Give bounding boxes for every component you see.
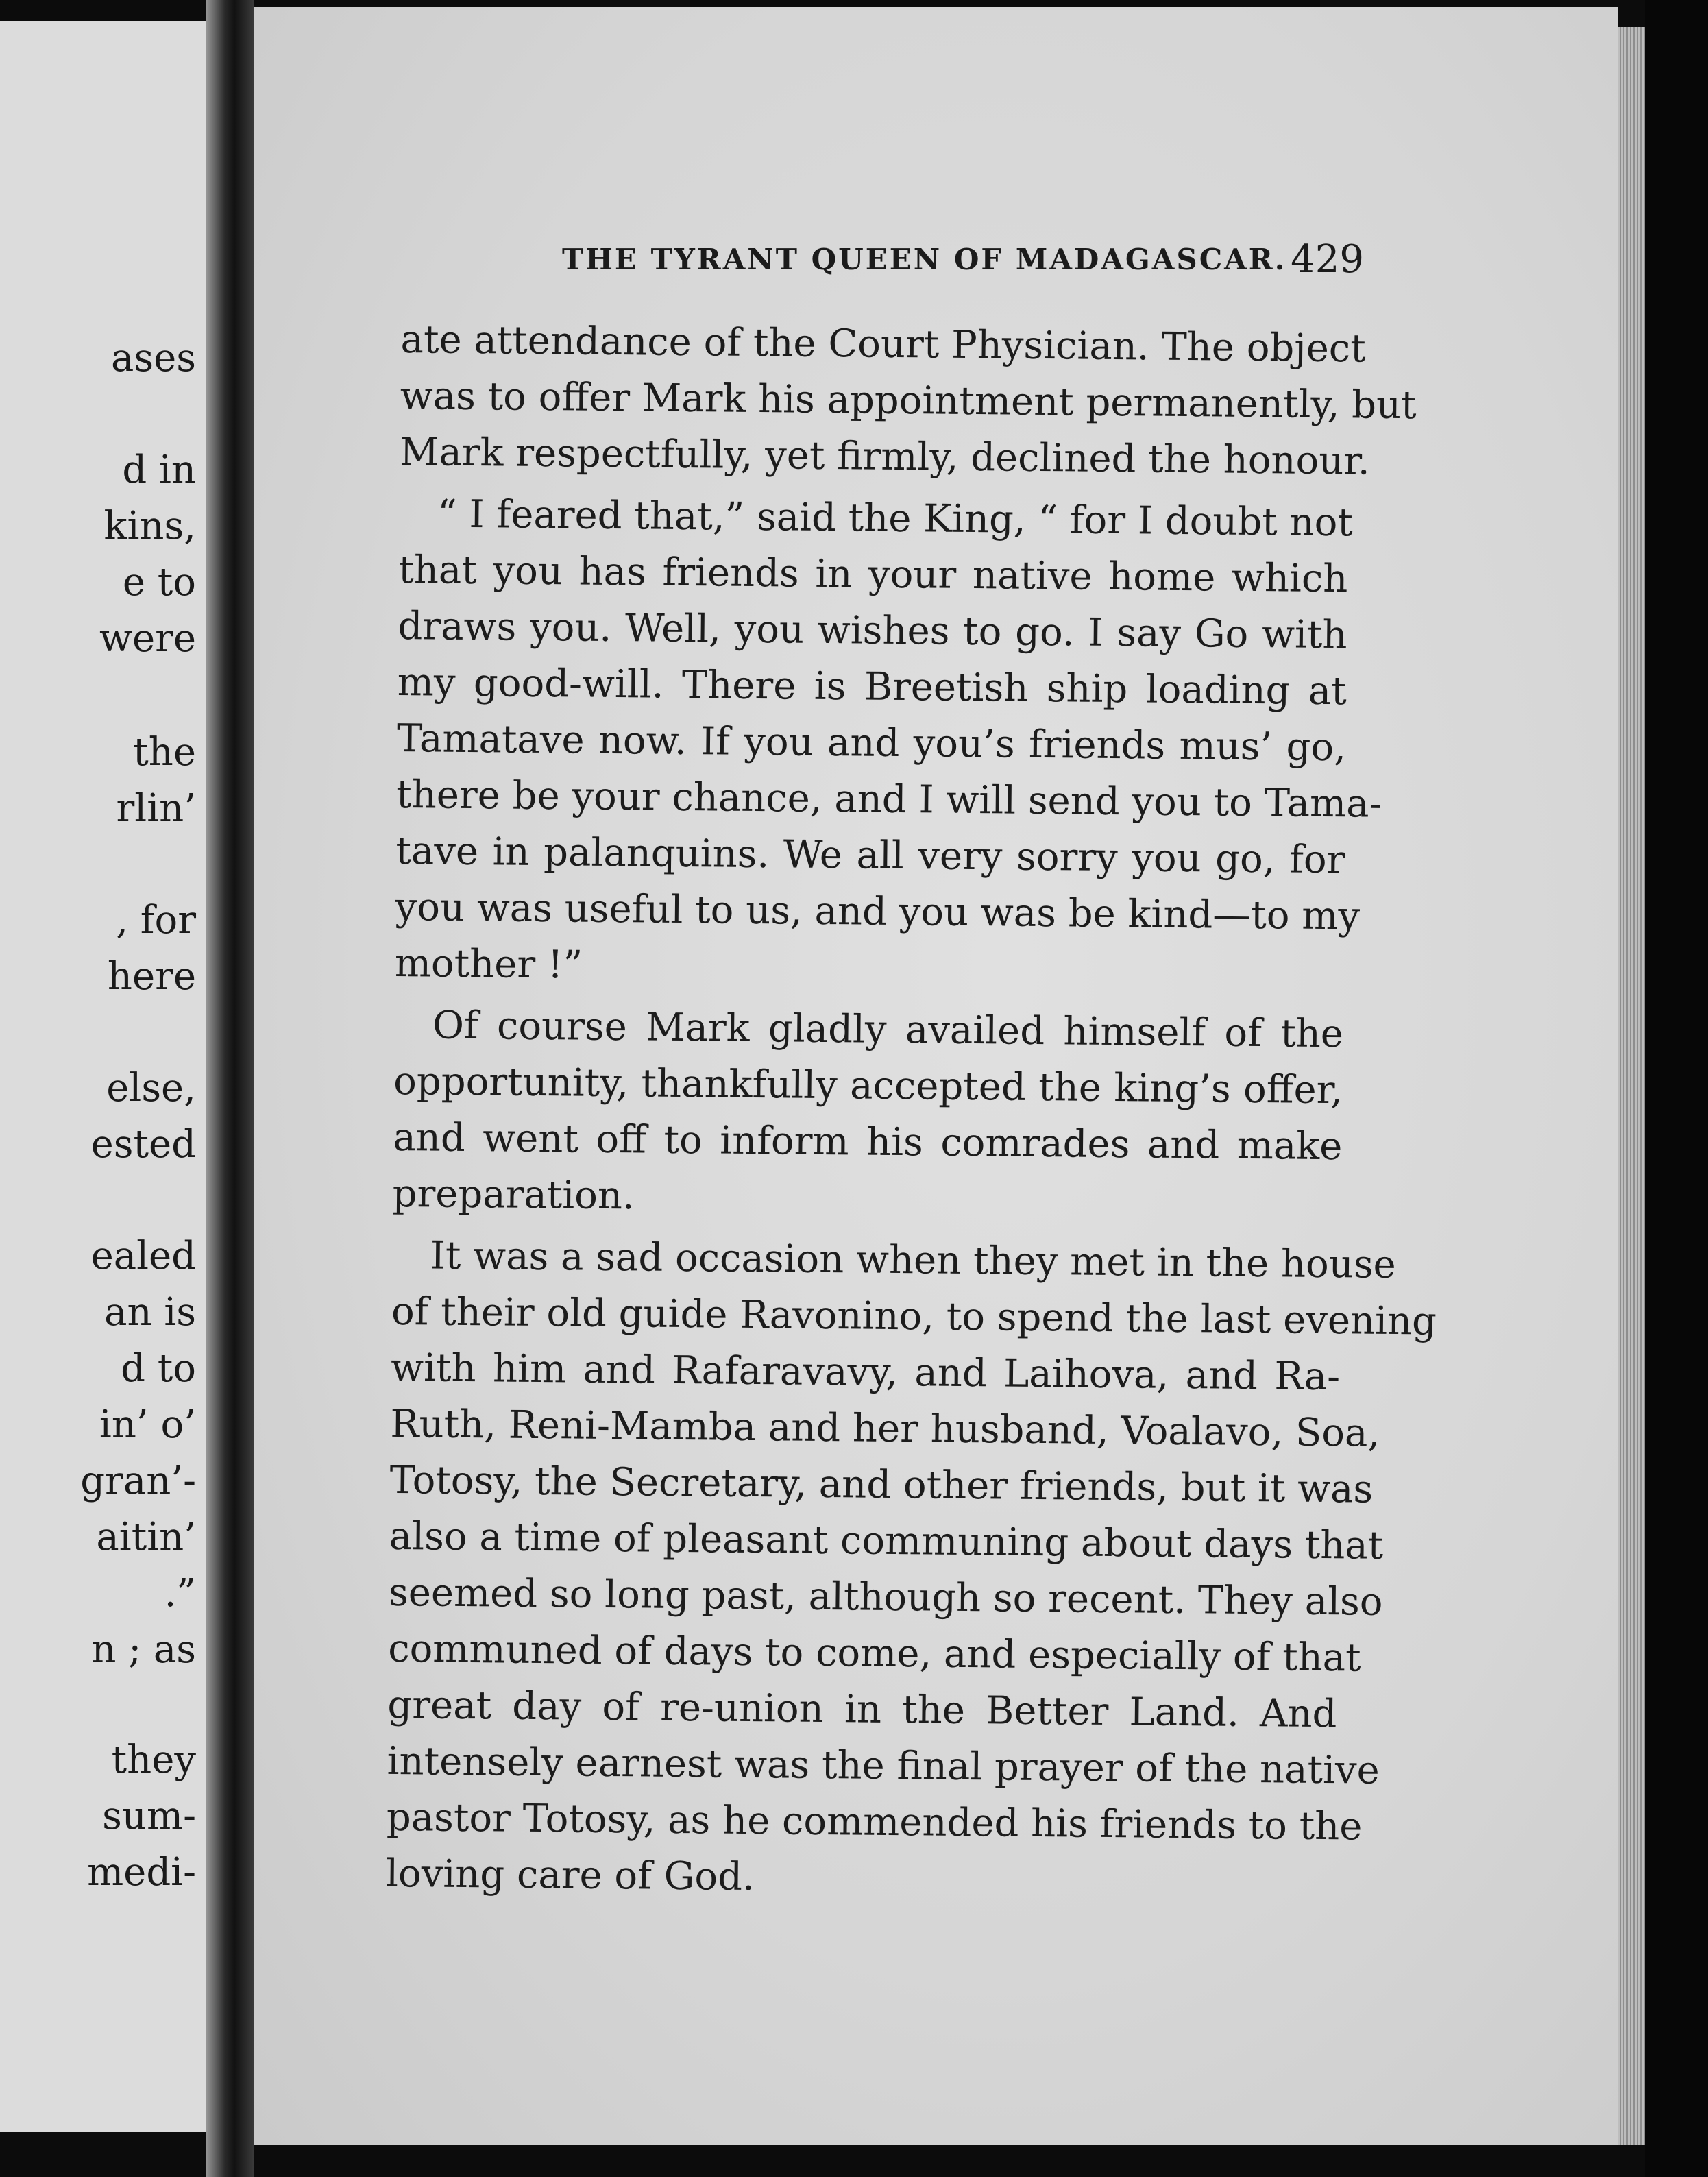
text-line: there be your chance, and I will send you to Tama- — [395, 772, 1382, 827]
left-page-fragment: d to — [121, 1346, 196, 1391]
left-page-fragment: , for — [116, 898, 196, 942]
text-line: “ I feared that,” said the King, “ for I doubt not — [437, 491, 1354, 546]
text-line: Totosy, the Secretary, and other friends, but it was — [389, 1457, 1374, 1512]
left-page-fragment: here — [107, 954, 196, 999]
text-line: mother !” — [394, 940, 583, 988]
left-page-fragment: an is — [104, 1290, 196, 1335]
text-line: Tamatave now. If you and you’s friends mus’ go, — [396, 716, 1347, 770]
text-line: Of course Mark gladly availed himself of the — [432, 1003, 1344, 1057]
text-line: pastor Totosy, as he commended his friends to the — [386, 1795, 1363, 1849]
left-page-fragment: .” — [164, 1571, 196, 1616]
left-page-fragment: d in — [122, 448, 196, 492]
text-line: was to offer Mark his appointment permanently, but — [400, 373, 1417, 428]
scan-background — [1645, 0, 1708, 2177]
text-line: tave in palanquins. We all very sorry you go, for — [395, 828, 1345, 883]
text-line: intensely earnest was the final prayer of the native — [387, 1738, 1380, 1793]
left-page-fragment: were — [99, 616, 196, 661]
text-line: seemed so long past, although so recent. They also — [388, 1570, 1383, 1625]
left-page-fragment: n ; as — [91, 1627, 196, 1672]
page-number: 429 — [1291, 237, 1364, 282]
left-page-fragment: medi- — [87, 1850, 196, 1895]
left-page-fragment: ealed — [90, 1234, 196, 1278]
text-line: my good-will. There is Breetish ship loading at — [397, 659, 1347, 714]
left-page-fragment: gran’- — [80, 1459, 196, 1503]
book-gutter — [206, 0, 254, 2177]
running-head: THE TYRANT QUEEN OF MADAGASCAR. — [562, 243, 1287, 276]
page-header — [308, 233, 1364, 288]
text-line: of their old guide Ravonino, to spend the last evening — [391, 1289, 1437, 1344]
left-page-fragment: aitin’ — [96, 1515, 196, 1559]
left-page-fragment: else, — [106, 1066, 196, 1110]
left-page-fragment: sum- — [102, 1794, 196, 1838]
left-page-fragment: they — [111, 1738, 196, 1782]
text-line: It was a sad occasion when they met in the house — [430, 1233, 1397, 1287]
page-edge-stack — [1618, 27, 1645, 2145]
text-line: loving care of God. — [385, 1851, 755, 1900]
left-page-fragment: e to — [122, 560, 196, 605]
text-line: also a time of pleasant communing about days that — [389, 1513, 1384, 1568]
text-line: Mark respectfully, yet firmly, declined the honour. — [399, 429, 1371, 484]
left-page-fragment: rlin’ — [116, 786, 196, 831]
left-page-fragment: the — [133, 730, 196, 775]
text-line: great day of re-union in the Better Land. And — [387, 1682, 1337, 1737]
text-line: that you has friends in your native home which — [398, 547, 1348, 602]
left-page-fragment: kins, — [103, 504, 196, 548]
text-line: ate attendance of the Court Physician. The object — [400, 317, 1367, 372]
text-line: you was useful to us, and you was be kind—to my — [395, 884, 1361, 939]
text-line: and went off to inform his comrades and make — [393, 1115, 1343, 1169]
text-line: Ruth, Reni-Mamba and her husband, Voalavo, Soa, — [390, 1401, 1380, 1456]
left-page-fragment: ested — [90, 1122, 196, 1167]
body-text — [385, 312, 1437, 1900]
text-line: opportunity, thankfully accepted the king’s offer, — [393, 1058, 1343, 1113]
left-page-fragment: in’ o’ — [99, 1402, 196, 1447]
text-line: draws you. Well, you wishes to go. I say Go with — [398, 603, 1347, 658]
text-line: preparation. — [392, 1171, 635, 1219]
left-page-fragment: ases — [110, 336, 196, 380]
previous-page-edge — [0, 21, 206, 2132]
text-line: with him and Rafaravavy, and Laihova, and Ra- — [390, 1345, 1341, 1400]
text-line: communed of days to come, and especially of that — [387, 1626, 1361, 1681]
